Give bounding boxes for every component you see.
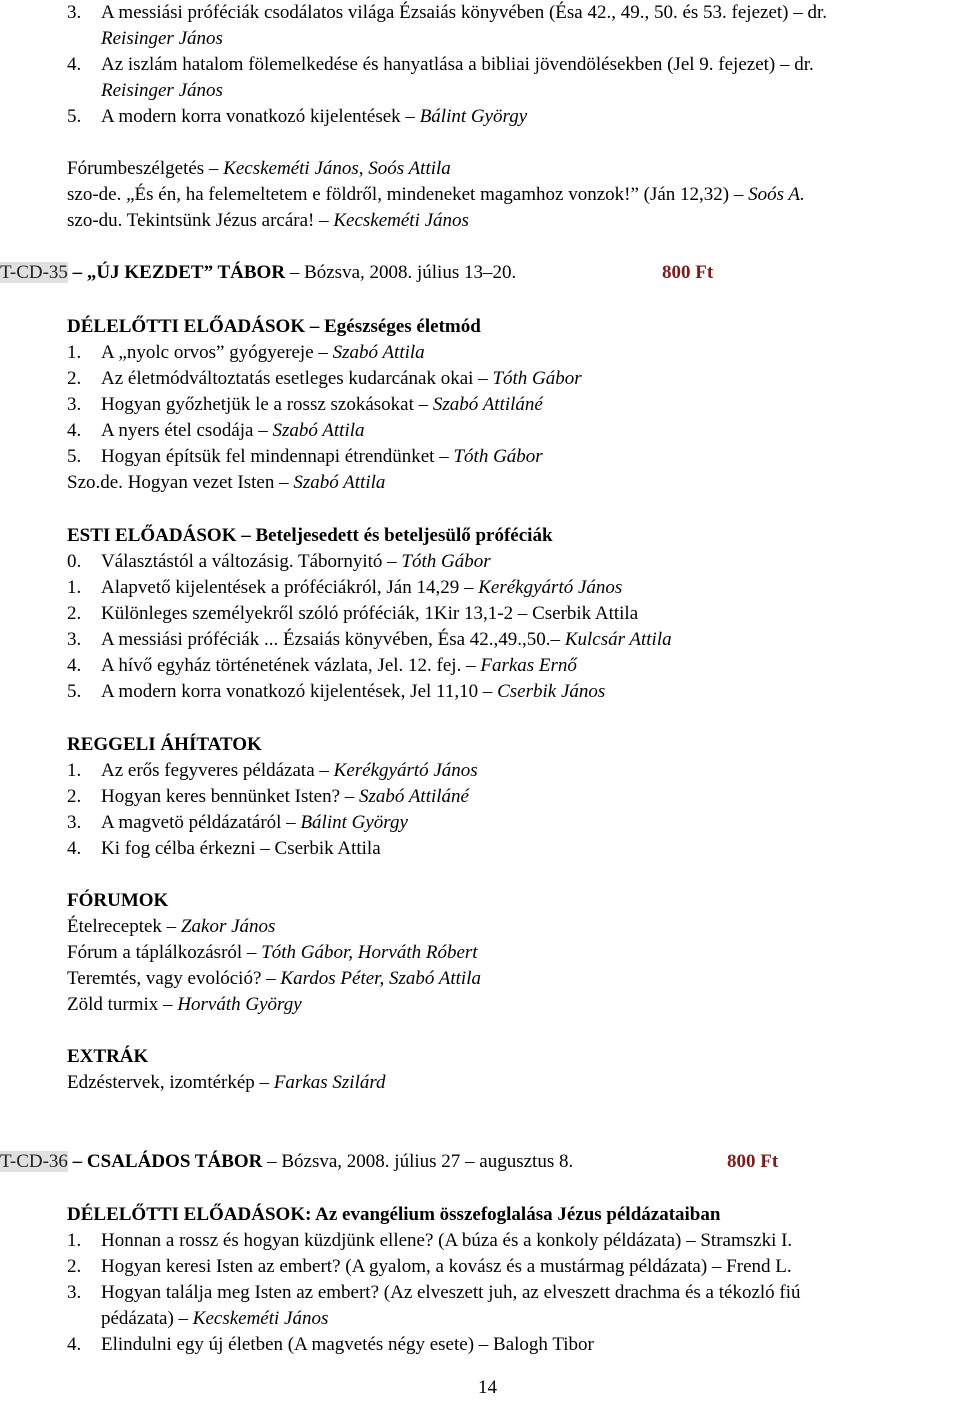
item-text: Hogyan győzhetjük le a rossz szokásokat – bbox=[101, 394, 433, 415]
item-number: 2. bbox=[67, 368, 82, 389]
item-text: Hogyan építsük fel mindennapi étrendünket – bbox=[101, 446, 454, 467]
cd35-evening-item bbox=[67, 679, 605, 705]
cd36-header bbox=[0, 1149, 573, 1175]
cd35-evening-item bbox=[67, 601, 638, 627]
item-number: 4. bbox=[67, 54, 82, 75]
top-list-item-cont bbox=[67, 26, 223, 52]
item-number: 4. bbox=[67, 838, 82, 859]
cd35-morning-item bbox=[67, 444, 543, 470]
item-author: Bálint György bbox=[419, 106, 528, 127]
cd36-place: – Bózsva, 2008. július 27 – augusztus 8. bbox=[262, 1151, 574, 1172]
cd36-price: 800 Ft bbox=[727, 1151, 779, 1172]
item-text: Fórum a táplálkozásról – bbox=[67, 942, 262, 963]
item-author: Cserbik János bbox=[497, 681, 606, 702]
item-author: Tóth Gábor bbox=[453, 446, 543, 467]
item-number: 2. bbox=[67, 1256, 82, 1277]
item-text: Ki fog célba érkezni – Cserbik Attila bbox=[101, 838, 381, 859]
item-text: Hogyan keres bennünket Isten? – bbox=[101, 786, 360, 807]
item-text: Választástól a változásig. Tábornyitó – bbox=[101, 551, 402, 572]
item-text: Elindulni egy új életben (A magvetés négy esete) – Balogh Tibor bbox=[101, 1334, 594, 1355]
szode-text: szo-de. „És én, ha felemeltetem e földről, mindeneket magamhoz vonzok!” (Ján 12,32) – bbox=[67, 184, 749, 205]
cd35-evening-item bbox=[67, 653, 577, 679]
cd35-morning-heading: DÉLELŐTTI ELŐADÁSOK – Egészséges életmód bbox=[67, 316, 481, 337]
item-author: Tóth Gábor bbox=[401, 551, 491, 572]
cd35-forum-item bbox=[67, 940, 478, 966]
szode-author: Soós A. bbox=[748, 184, 805, 205]
top-list-item-cont bbox=[67, 78, 223, 104]
top-list-item bbox=[67, 0, 827, 26]
cd36-morning-item-cont bbox=[67, 1306, 328, 1332]
cd35-devotion-item bbox=[67, 836, 381, 862]
item-text: A „nyolc orvos” gyógyereje – bbox=[101, 342, 333, 363]
cd35-forum-item bbox=[67, 966, 481, 992]
item-text: Ételreceptek – bbox=[67, 916, 181, 937]
cd35-devotion-item bbox=[67, 810, 408, 836]
item-author: Kerékgyártó János bbox=[478, 577, 623, 598]
cd35-extras-heading: EXTRÁK bbox=[67, 1046, 149, 1067]
item-author: Szabó Attiláné bbox=[432, 394, 543, 415]
cd35-price: 800 Ft bbox=[662, 262, 714, 283]
cd35-evening-item bbox=[67, 549, 491, 575]
cd36-morning-item bbox=[67, 1280, 801, 1306]
szode-line bbox=[67, 182, 805, 208]
item-author: Kardos Péter, Szabó Attila bbox=[280, 968, 481, 989]
item-author: Tóth Gábor bbox=[492, 368, 582, 389]
item-number: 4. bbox=[67, 655, 82, 676]
item-text: Alapvető kijelentések a próféciákról, Ján 14,29 – bbox=[101, 577, 479, 598]
item-number: 0. bbox=[67, 551, 82, 572]
item-author: Szabó Attila bbox=[272, 420, 365, 441]
cd35-forums-heading: FÓRUMOK bbox=[67, 890, 169, 911]
szodu-text: szo-du. Tekintsünk Jézus arcára! – bbox=[67, 210, 334, 231]
item-author: Reisinger János bbox=[101, 28, 223, 49]
item-text: Az életmódváltoztatás esetleges kudarcának okai – bbox=[101, 368, 493, 389]
item-text: Honnan a rossz és hogyan küzdjünk ellene? (A búza és a konkoly példázata) – Stramszki I. bbox=[101, 1230, 793, 1251]
item-text: Hogyan találja meg Isten az embert? (Az elveszett juh, az elveszett drachma és a tékozló fiú bbox=[101, 1282, 801, 1303]
cd36-morning-item bbox=[67, 1228, 792, 1254]
item-number: 4. bbox=[67, 420, 82, 441]
forum-text: Fórumbeszélgetés – bbox=[67, 158, 224, 179]
cd35-evening-item bbox=[67, 575, 622, 601]
cd35-devotion-heading: REGGELI ÁHÍTATOK bbox=[67, 734, 262, 755]
item-text: A modern korra vonatkozó kijelentések, Jel 11,10 – bbox=[101, 681, 498, 702]
item-author: Szabó Attiláné bbox=[359, 786, 469, 807]
item-number: 1. bbox=[67, 577, 82, 598]
item-author: Bálint György bbox=[300, 812, 408, 833]
item-number: 5. bbox=[67, 681, 82, 702]
cd35-title: – „ÚJ KEZDET” TÁBOR bbox=[67, 262, 286, 283]
szodu-line bbox=[67, 208, 469, 234]
item-text: Különleges személyekről szóló próféciák, 1Kir 13,1-2 – Cserbik Attila bbox=[101, 603, 639, 624]
item-text: A messiási próféciák ... Ézsaiás könyvében, Ésa 42.,49.,50.– bbox=[101, 629, 565, 650]
item-author: Kulcsár Attila bbox=[564, 629, 672, 650]
item-text: Az iszlám hatalom fölemelkedése és hanyatlása a bibliai jövendölésekben (Jel 9. fejezet) – dr. bbox=[101, 54, 814, 75]
top-list-item bbox=[67, 104, 527, 130]
cd35-morning-item bbox=[67, 340, 425, 366]
cd35-morning-item bbox=[67, 418, 365, 444]
item-text: Hogyan vezet Isten – bbox=[122, 472, 294, 493]
item-number: 1. bbox=[67, 760, 82, 781]
item-number: 1. bbox=[67, 1230, 82, 1251]
item-author: Farkas Ernő bbox=[480, 655, 577, 676]
cd35-code: T-CD-35 bbox=[0, 262, 68, 283]
item-author: Farkas Szilárd bbox=[273, 1072, 386, 1093]
szodu-author: Kecskeméti János bbox=[333, 210, 469, 231]
item-text: A nyers étel csodája – bbox=[101, 420, 273, 441]
item-author: Reisinger János bbox=[101, 80, 223, 101]
forum-line bbox=[67, 156, 451, 182]
cd36-title: – CSALÁDOS TÁBOR bbox=[67, 1151, 263, 1172]
item-author: Zakor János bbox=[180, 916, 276, 937]
item-number: 1. bbox=[67, 342, 82, 363]
item-number: 3. bbox=[67, 812, 82, 833]
item-text: A modern korra vonatkozó kijelentések – bbox=[101, 106, 420, 127]
item-text: A magvetö példázatáról – bbox=[101, 812, 301, 833]
item-text: A messiási próféciák csodálatos világa Ézsaiás könyvében (Ésa 42., 49., 50. és 53. fejezet) – dr. bbox=[101, 2, 828, 23]
item-number: 3. bbox=[67, 394, 82, 415]
cd35-devotion-item bbox=[67, 784, 469, 810]
item-number: 3. bbox=[67, 2, 82, 23]
cd35-morning-item bbox=[67, 366, 582, 392]
item-number: 4. bbox=[67, 1334, 82, 1355]
item-number: Szo.de. bbox=[67, 472, 123, 493]
item-text: Edzéstervek, izomtérkép – bbox=[67, 1072, 274, 1093]
item-author: Kerékgyártó János bbox=[333, 760, 478, 781]
item-author: Szabó Attila bbox=[332, 342, 425, 363]
cd35-extra-item bbox=[67, 1070, 386, 1096]
cd35-evening-item bbox=[67, 627, 672, 653]
top-list-item bbox=[67, 52, 814, 78]
item-author: Szabó Attila bbox=[293, 472, 386, 493]
cd36-code: T-CD-36 bbox=[0, 1151, 68, 1172]
item-number: 5. bbox=[67, 446, 82, 467]
item-text: Zöld turmix – bbox=[67, 994, 178, 1015]
cd35-morning-item bbox=[67, 392, 543, 418]
cd35-forum-item bbox=[67, 992, 302, 1018]
page-number: 14 bbox=[478, 1377, 497, 1398]
item-text: A hívő egyház történetének vázlata, Jel. 12. fej. – bbox=[101, 655, 481, 676]
item-text: pédázata) – bbox=[101, 1308, 193, 1329]
cd35-evening-heading: ESTI ELŐADÁSOK – Beteljesedett és beteljesülő próféciák bbox=[67, 525, 553, 546]
cd36-morning-item bbox=[67, 1332, 594, 1358]
cd35-header bbox=[0, 260, 516, 286]
item-number: 3. bbox=[67, 1282, 82, 1303]
forum-author: Kecskeméti János, Soós Attila bbox=[223, 158, 451, 179]
item-number: 2. bbox=[67, 603, 82, 624]
cd35-place: – Bózsva, 2008. július 13–20. bbox=[285, 262, 517, 283]
item-number: 2. bbox=[67, 786, 82, 807]
item-author: Kecskeméti János bbox=[192, 1308, 329, 1329]
item-author: Tóth Gábor, Horváth Róbert bbox=[261, 942, 478, 963]
cd36-morning-heading: DÉLELŐTTI ELŐADÁSOK: Az evangélium összefoglalása Jézus példázataiban bbox=[67, 1204, 721, 1225]
item-number: 3. bbox=[67, 629, 82, 650]
item-author: Horváth György bbox=[177, 994, 302, 1015]
cd35-forum-item bbox=[67, 914, 275, 940]
item-text: Teremtés, vagy evolóció? – bbox=[67, 968, 281, 989]
cd35-devotion-item bbox=[67, 758, 478, 784]
item-text: Hogyan keresi Isten az embert? (A gyalom, a kovász és a mustármag példázata) – Frend L. bbox=[101, 1256, 792, 1277]
item-number: 5. bbox=[67, 106, 82, 127]
cd36-morning-item bbox=[67, 1254, 792, 1280]
cd35-morning-item bbox=[67, 470, 385, 496]
item-text: Az erős fegyveres példázata – bbox=[101, 760, 334, 781]
